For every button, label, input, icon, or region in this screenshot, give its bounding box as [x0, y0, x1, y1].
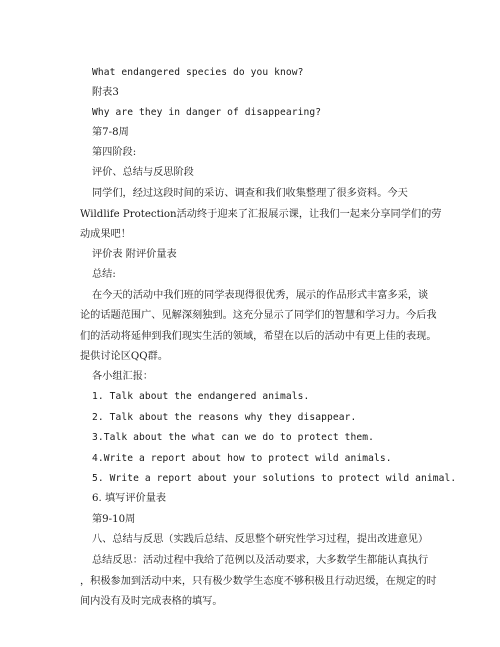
report-item-2: 2. Talk about the reasons why they disappear.: [92, 412, 357, 423]
summary-line4: 提供讨论区QQ群。: [80, 351, 169, 362]
summary-line2: 论的话题范围广、见解深刻独到。这充分显示了同学们的智慧和学习力。今后我: [80, 310, 437, 321]
reflection-line2: ，积极参加到活动中来，只有极少数学生态度不够积极且行动迟缓，在规定的时: [80, 576, 437, 587]
paragraph-intro-line1: 同学们，经过这段时间的采访、调查和我们收集整理了很多资料。今天: [92, 188, 408, 199]
report-item-4: 4.Write a report about how to protect wild animals.: [92, 453, 392, 464]
paragraph-intro-line2: Wildlife Protection活动终于迎来了汇报展示课，让我们一起来分享同学们的劳: [80, 209, 442, 220]
evaluation-table-label: 评价表 附评价量表: [92, 249, 177, 260]
group-report-heading: 各小组汇报：: [92, 371, 154, 382]
reflection-line1: 总结反思：活动过程中我给了范例以及活动要求，大多数学生都能认真执行: [92, 555, 429, 566]
report-item-1: 1. Talk about the endangered animals.: [92, 391, 310, 402]
summary-heading: 总结:: [92, 269, 116, 280]
summary-line1: 在今天的活动中我们班的同学表现得很优秀，展示的作品形式丰富多采，谈: [92, 290, 429, 301]
stage-4-title: 评价、总结与反思阶段: [92, 167, 194, 178]
report-item-6: 6. 填写评价量表: [92, 493, 167, 504]
question-why-danger: Why are they in danger of disappearing?: [92, 107, 322, 118]
stage-4-heading: 第四阶段:: [92, 147, 137, 158]
appendix-3: 附表3: [92, 87, 119, 98]
week-7-8: 第7-8周: [92, 127, 129, 138]
section-8-heading: 八、总结与反思（实践后总结、反思整个研究性学习过程，提出改进意见）: [92, 534, 429, 545]
paragraph-intro-line3: 动成果吧！: [80, 229, 131, 240]
report-item-5: 5. Write a report about your solutions to protect wild animal.: [92, 473, 457, 484]
week-9-10: 第9-10周: [92, 514, 136, 525]
reflection-line3: 间内没有及时完成表格的填写。: [80, 596, 223, 607]
question-endangered-species: What endangered species do you know?: [92, 67, 304, 78]
report-item-3: 3.Talk about the what can we do to protect them.: [92, 432, 375, 443]
summary-line3: 们的活动将延伸到我们现实生活的领域，希望在以后的活动中有更上佳的表现。: [80, 331, 437, 342]
